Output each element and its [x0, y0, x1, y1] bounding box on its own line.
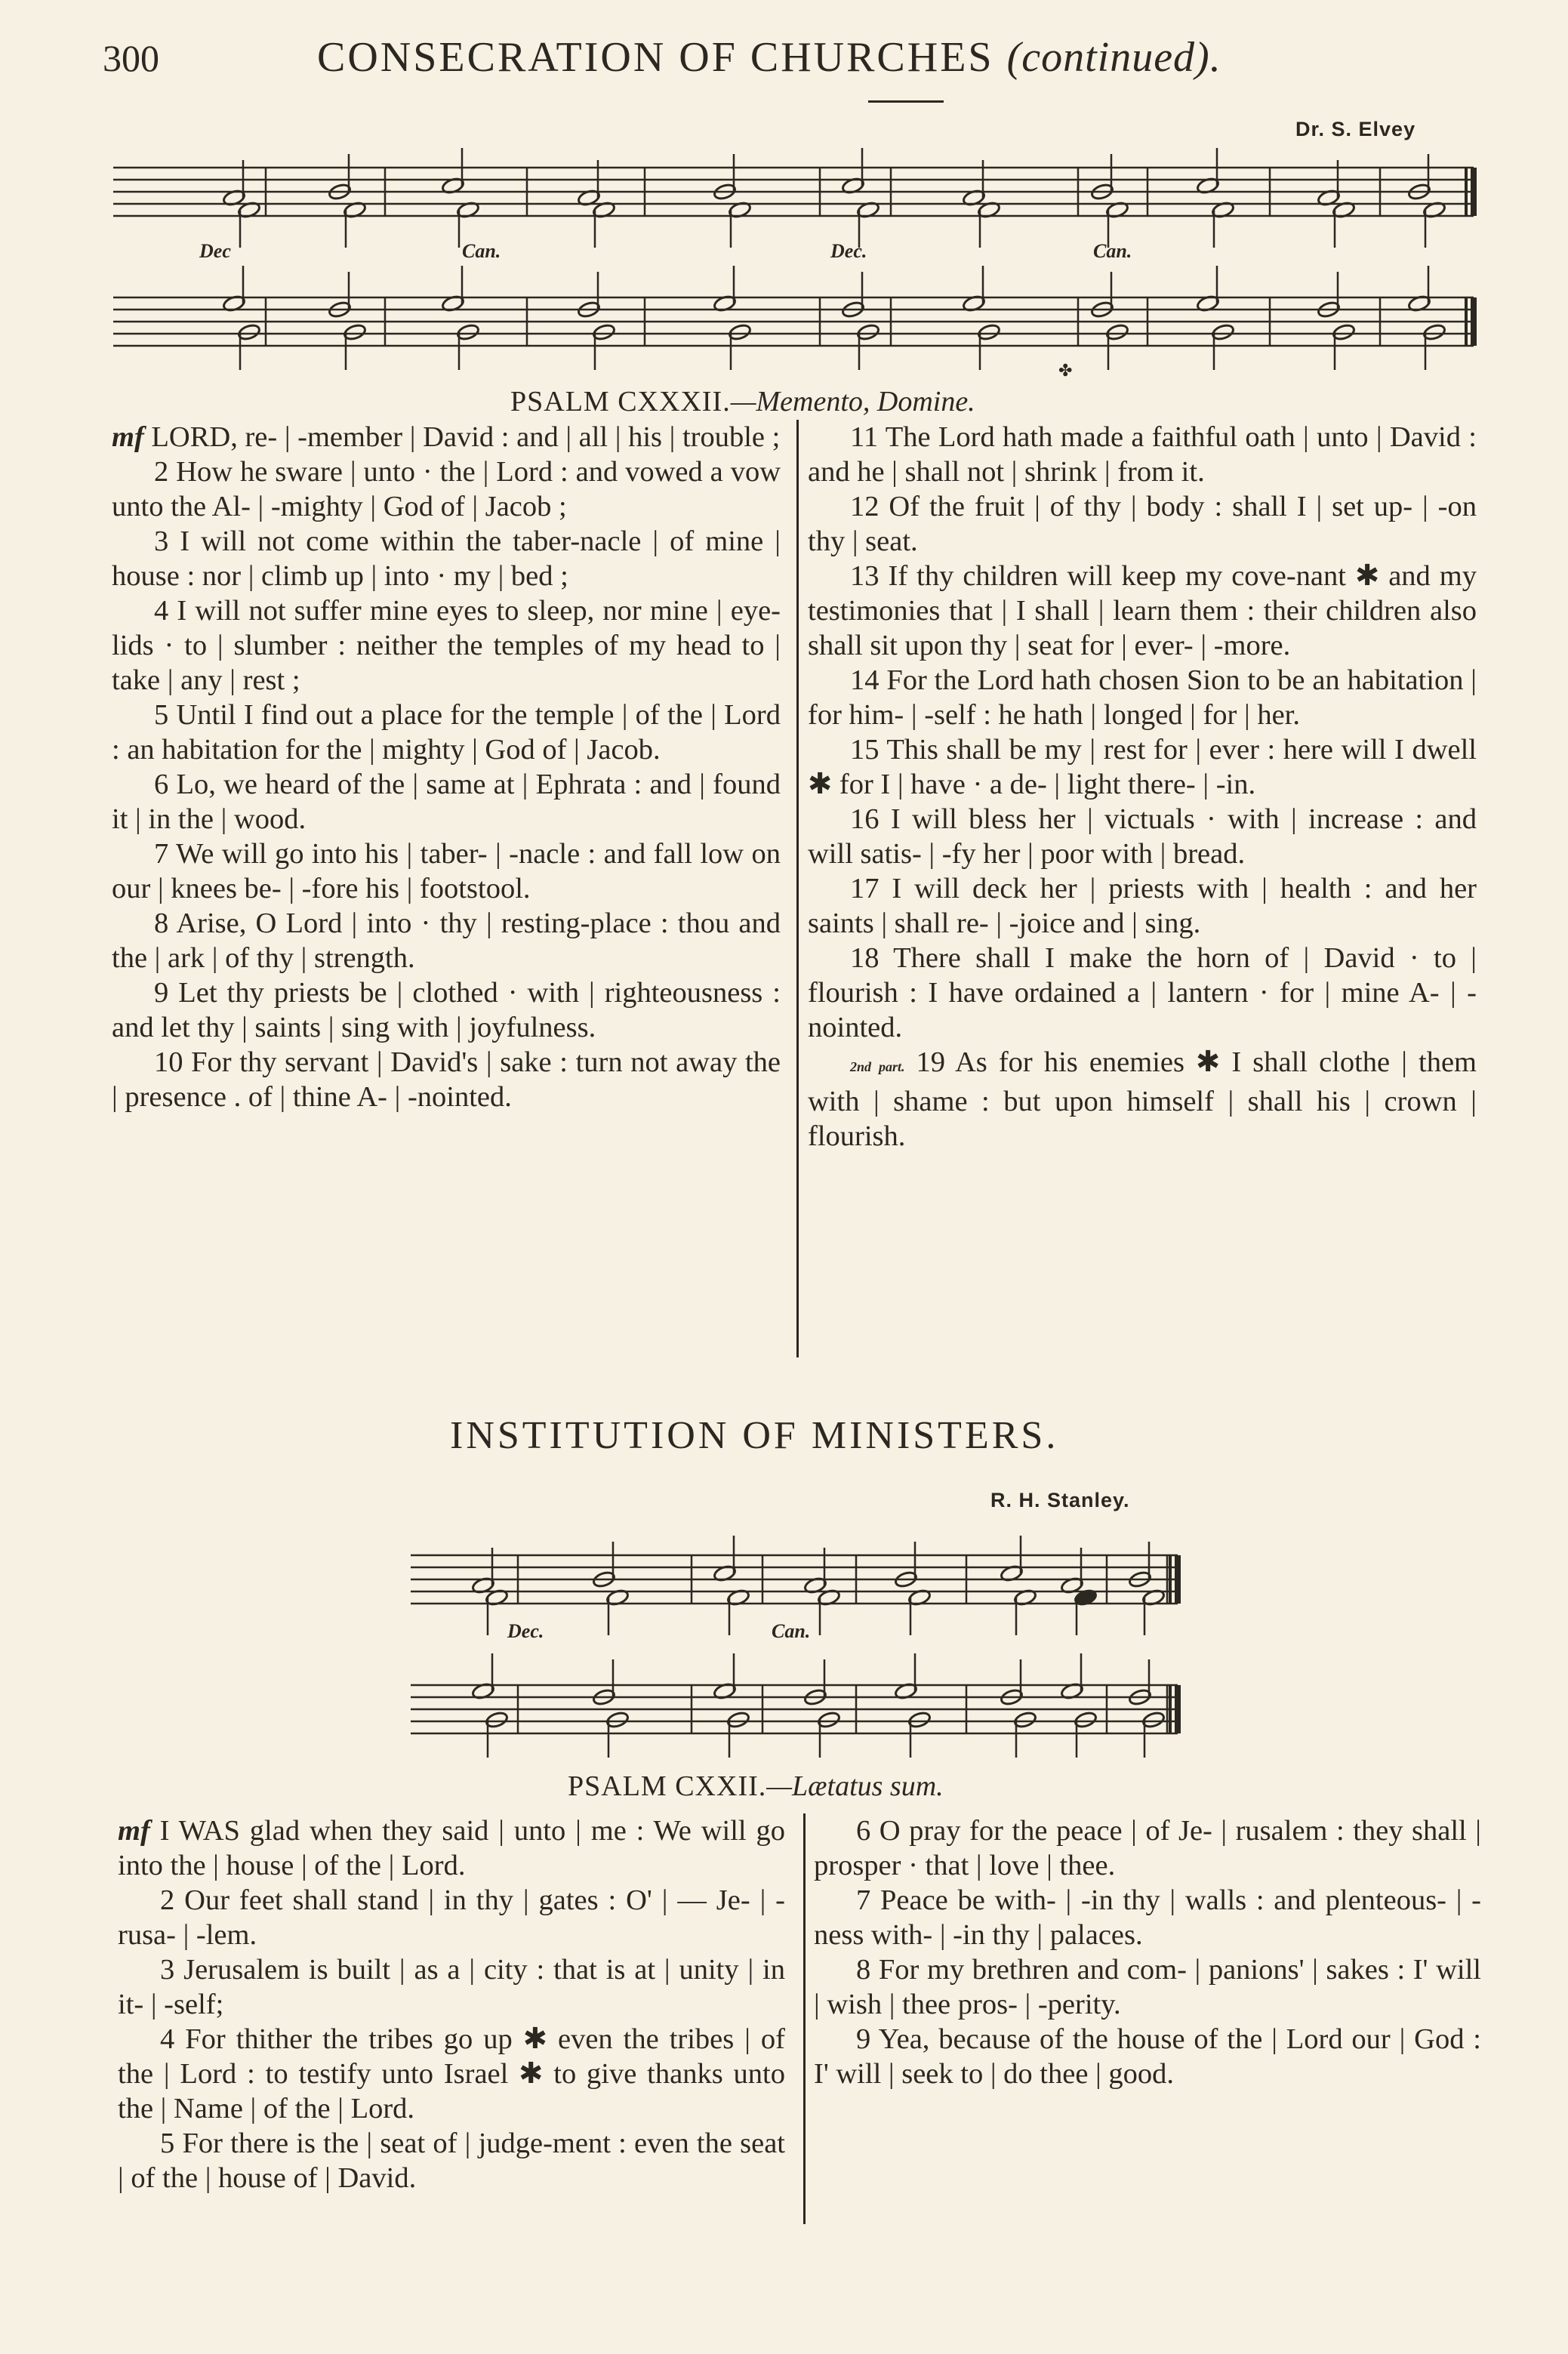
verse	[814, 1952, 1481, 2022]
note-head	[485, 1711, 509, 1730]
note-head	[1128, 1570, 1152, 1589]
note-head	[856, 323, 880, 342]
note-head	[962, 189, 986, 208]
note-head	[1317, 189, 1341, 208]
note-head	[803, 1576, 827, 1595]
psalm1-right-column	[808, 420, 1477, 1154]
verse	[112, 975, 781, 1045]
note-head	[894, 1682, 918, 1701]
verse-mark: mf	[112, 421, 144, 453]
note-head	[343, 201, 367, 220]
chant2-can-label: Can.	[772, 1620, 811, 1642]
section-title: INSTITUTION OF MINISTERS.	[450, 1414, 1059, 1457]
note-head	[817, 1711, 841, 1730]
note-head	[1211, 201, 1235, 220]
verse	[112, 454, 781, 524]
verse	[112, 1045, 781, 1114]
verse-text: 9 Let thy priests be | clothed · with | righteousness : and let thy | saints | sing with | joyfulness.	[112, 977, 781, 1043]
psalm2-right-column	[814, 1813, 1481, 2091]
chant1-can-label-2: Can.	[1093, 240, 1132, 262]
note-head	[1211, 323, 1235, 342]
note-head	[456, 323, 480, 342]
verse-text: I WAS glad when they said | unto | me : We will go into the | house | of the | Lord.	[118, 1815, 785, 1881]
chant1-dec-label: Dec	[199, 240, 231, 262]
note-head	[1013, 1711, 1037, 1730]
note-head	[1407, 294, 1431, 313]
verse	[814, 1813, 1481, 1883]
note-head	[1013, 1588, 1037, 1607]
note-head	[962, 294, 986, 313]
note-head	[1000, 1688, 1024, 1707]
note-head	[456, 201, 480, 220]
verse	[112, 420, 781, 454]
verse-text: 16 I will bless her | victuals · with | increase : and will satis- | -fy her | poor with | bread.	[808, 803, 1477, 870]
verse-mark: mf	[118, 1815, 150, 1847]
chant1-treble-staff	[113, 168, 1474, 216]
note-head	[726, 1711, 750, 1730]
verse-text: 4 I will not suffer mine eyes to sleep, nor mine | eye-lids · to | slumber : neither the temples of my head to | take | any | rest ;	[112, 595, 781, 696]
verse-text: 7 We will go into his | taber- | -nacle : and fall low on our | knees be- | -fore his | footstool.	[112, 838, 781, 904]
note-head	[728, 201, 752, 220]
note-head	[605, 1588, 630, 1607]
verse	[118, 1883, 785, 1952]
note-head	[907, 1588, 932, 1607]
verse	[808, 732, 1477, 802]
verse-text: 3 I will not come within the taber-nacle | of mine | house : nor | climb up | into · my | bed ;	[112, 525, 781, 592]
verse	[814, 2022, 1481, 2091]
verse	[808, 420, 1477, 489]
chant1-composer: Dr. S. Elvey	[1295, 118, 1416, 140]
verse-text: 2 How he sware | unto · the | Lord : and vowed a vow unto the Al- | -mighty | God of | Jacob ;	[112, 456, 781, 522]
chant2-bass-staff	[411, 1685, 1178, 1733]
verse-text: 7 Peace be with- | -in thy | walls : and plenteous- | -ness with- | -in thy | palaces.	[814, 1884, 1481, 1951]
psalm2-left-column	[118, 1813, 785, 2195]
verse	[112, 698, 781, 767]
note-head	[577, 189, 601, 208]
note-head	[841, 300, 865, 319]
chant1-bass-staff	[113, 297, 1474, 346]
verse	[808, 871, 1477, 941]
running-title	[317, 33, 1221, 82]
note-head	[817, 1588, 841, 1607]
note-head	[1332, 323, 1356, 342]
note-head	[726, 1588, 750, 1607]
psalm2-title	[568, 1770, 944, 1803]
verse-text: 9 Yea, because of the house of the | Lord our | God : I' will | seek to | do thee | good.	[814, 2023, 1481, 2090]
header-rule	[868, 100, 944, 103]
chant2-dec-label: Dec.	[507, 1620, 544, 1642]
note-head	[1317, 300, 1341, 319]
note-head	[592, 323, 616, 342]
psalm1-left-column	[112, 420, 781, 1114]
verse-text: 6 O pray for the peace | of Je- | rusalem : they shall | prosper · that | love | thee.	[814, 1815, 1481, 1881]
verse-text: 6 Lo, we heard of the | same at | Ephrata : and | found it | in the | wood.	[112, 769, 781, 835]
verse-text: 11 The Lord hath made a faithful oath | unto | David : and he | shall not | shrink | from it.	[808, 421, 1477, 488]
note-head	[713, 183, 737, 202]
verse	[112, 767, 781, 837]
note-head	[343, 323, 367, 342]
verse-text: 13 If thy children will keep my cove-nant ✱ and my testimonies that | I shall | learn them : their children also shall sit upon thy | seat for | ever- | -more.	[808, 560, 1477, 661]
note-head	[1060, 1576, 1084, 1595]
note-head	[1074, 1711, 1098, 1730]
note-head	[907, 1711, 932, 1730]
verse	[118, 1952, 785, 2022]
verse-mark: 2nd part.	[850, 1059, 905, 1074]
ornament-mark: ✤	[1058, 361, 1073, 380]
note-head	[856, 201, 880, 220]
verse	[808, 489, 1477, 559]
section2-composer: R. H. Stanley.	[990, 1489, 1130, 1511]
verse-text: 15 This shall be my | rest for | ever : here will I dwell ✱ for I | have · a de- | light there- | -in.	[808, 734, 1477, 800]
psalm1-title-latin: —Memento, Domine.	[730, 386, 975, 417]
note-head	[222, 189, 246, 208]
verse-text: 17 I will deck her | priests with | health : and her saints | shall re- | -joice and | sing.	[808, 873, 1477, 939]
verse	[112, 837, 781, 906]
note-head	[1128, 1688, 1152, 1707]
verse	[808, 1045, 1477, 1154]
note-head	[1196, 294, 1220, 313]
verse-text: 4 For thither the tribes go up ✱ even the tribes | of the | Lord : to testify unto Israel ✱ to give thanks unto the | Name | of the | Lord.	[118, 2023, 785, 2124]
note-head	[1332, 201, 1356, 220]
note-head	[1422, 323, 1446, 342]
verse	[118, 2022, 785, 2126]
note-head	[222, 294, 246, 313]
note-head	[1141, 1588, 1166, 1607]
note-head	[237, 323, 261, 342]
verse-text: 5 For there is the | seat of | judge-ment : even the seat | of the | house of | David.	[118, 2128, 785, 2194]
note-head	[237, 201, 261, 220]
note-head	[713, 294, 737, 313]
verse-text: 2 Our feet shall stand | in thy | gates : O' | — Je- | -rusa- | -lem.	[118, 1884, 785, 1951]
column-divider-2	[803, 1813, 806, 2224]
note-head	[1090, 300, 1114, 319]
running-title-text: CONSECRATION OF CHURCHES	[317, 34, 994, 81]
verse	[118, 2126, 785, 2195]
chant1-dec-label-2: Dec.	[830, 240, 867, 262]
note-head	[894, 1570, 918, 1589]
note-head	[605, 1711, 630, 1730]
running-title-suffix: (continued).	[1006, 34, 1221, 81]
note-head	[592, 1570, 616, 1589]
note-head	[328, 300, 352, 319]
chant2-treble-staff	[411, 1555, 1178, 1604]
column-divider	[796, 420, 799, 1357]
note-head	[728, 323, 752, 342]
chant2-notes	[471, 1536, 1166, 1758]
verse-text: 8 For my brethren and com- | panions' | sakes : I' will | wish | thee pros- | -perity.	[814, 1954, 1481, 2020]
page-number: 300	[103, 37, 159, 79]
note-head	[592, 1688, 616, 1707]
verse	[808, 802, 1477, 871]
note-head	[841, 177, 865, 196]
note-head	[713, 1682, 737, 1701]
note-head	[485, 1588, 509, 1607]
verse-text: 19 As for his enemies ✱ I shall clothe | them with | shame : but upon himself | shall his | crown | flourish.	[808, 1046, 1477, 1152]
verse-text: 5 Until I find out a place for the temple | of the | Lord : an habitation for the | mighty | God of | Jacob.	[112, 699, 781, 766]
note-head	[471, 1682, 495, 1701]
note-head	[471, 1576, 495, 1595]
note-head	[441, 177, 465, 196]
verse-text: 12 Of the fruit | of thy | body : shall I | set up- | -on thy | seat.	[808, 491, 1477, 557]
verse	[118, 1813, 785, 1883]
chant1-can-label: Can.	[462, 240, 501, 262]
note-head	[441, 294, 465, 313]
note-head	[1000, 1564, 1024, 1583]
psalm2-title-latin: —Lætatus sum.	[766, 1770, 944, 1802]
verse-text: 18 There shall I make the horn of | David · to | flourish : I have ordained a | lantern · for | mine A- | -nointed.	[808, 942, 1477, 1043]
verse-text: LORD, re- | -member | David : and | all | his | trouble ;	[151, 421, 781, 453]
verse-text: 3 Jerusalem is built | as a | city : that is at | unity | in it- | -self;	[118, 1954, 785, 2020]
note-head	[1105, 201, 1129, 220]
psalm1-title	[510, 385, 975, 418]
note-head	[977, 201, 1001, 220]
note-head	[1407, 183, 1431, 202]
note-head	[592, 201, 616, 220]
note-head	[577, 300, 601, 319]
verse	[808, 941, 1477, 1045]
verse	[808, 663, 1477, 732]
note-head	[803, 1688, 827, 1707]
note-head	[1141, 1711, 1166, 1730]
note-head	[1105, 323, 1129, 342]
verse-text: 10 For thy servant | David's | sake : turn not away the | presence . of | thine A- | -nointed.	[112, 1046, 781, 1113]
psalm2-title-number: PSALM CXXII.	[568, 1770, 767, 1802]
verse	[112, 593, 781, 698]
psalm1-title-number: PSALM CXXXII.	[510, 386, 731, 417]
verse-text: 8 Arise, O Lord | into · thy | resting-place : thou and the | ark | of thy | strength.	[112, 907, 781, 974]
note-head	[328, 183, 352, 202]
note-head	[1074, 1588, 1098, 1607]
note-head	[977, 323, 1001, 342]
verse	[808, 559, 1477, 663]
verse	[112, 906, 781, 975]
note-head	[1090, 183, 1114, 202]
verse	[112, 524, 781, 593]
verse	[814, 1883, 1481, 1952]
note-head	[1060, 1682, 1084, 1701]
verse-text: 14 For the Lord hath chosen Sion to be an habitation | for him- | -self : he hath | longed | for | her.	[808, 664, 1477, 731]
note-head	[1422, 201, 1446, 220]
note-head	[713, 1564, 737, 1583]
note-head	[1196, 177, 1220, 196]
